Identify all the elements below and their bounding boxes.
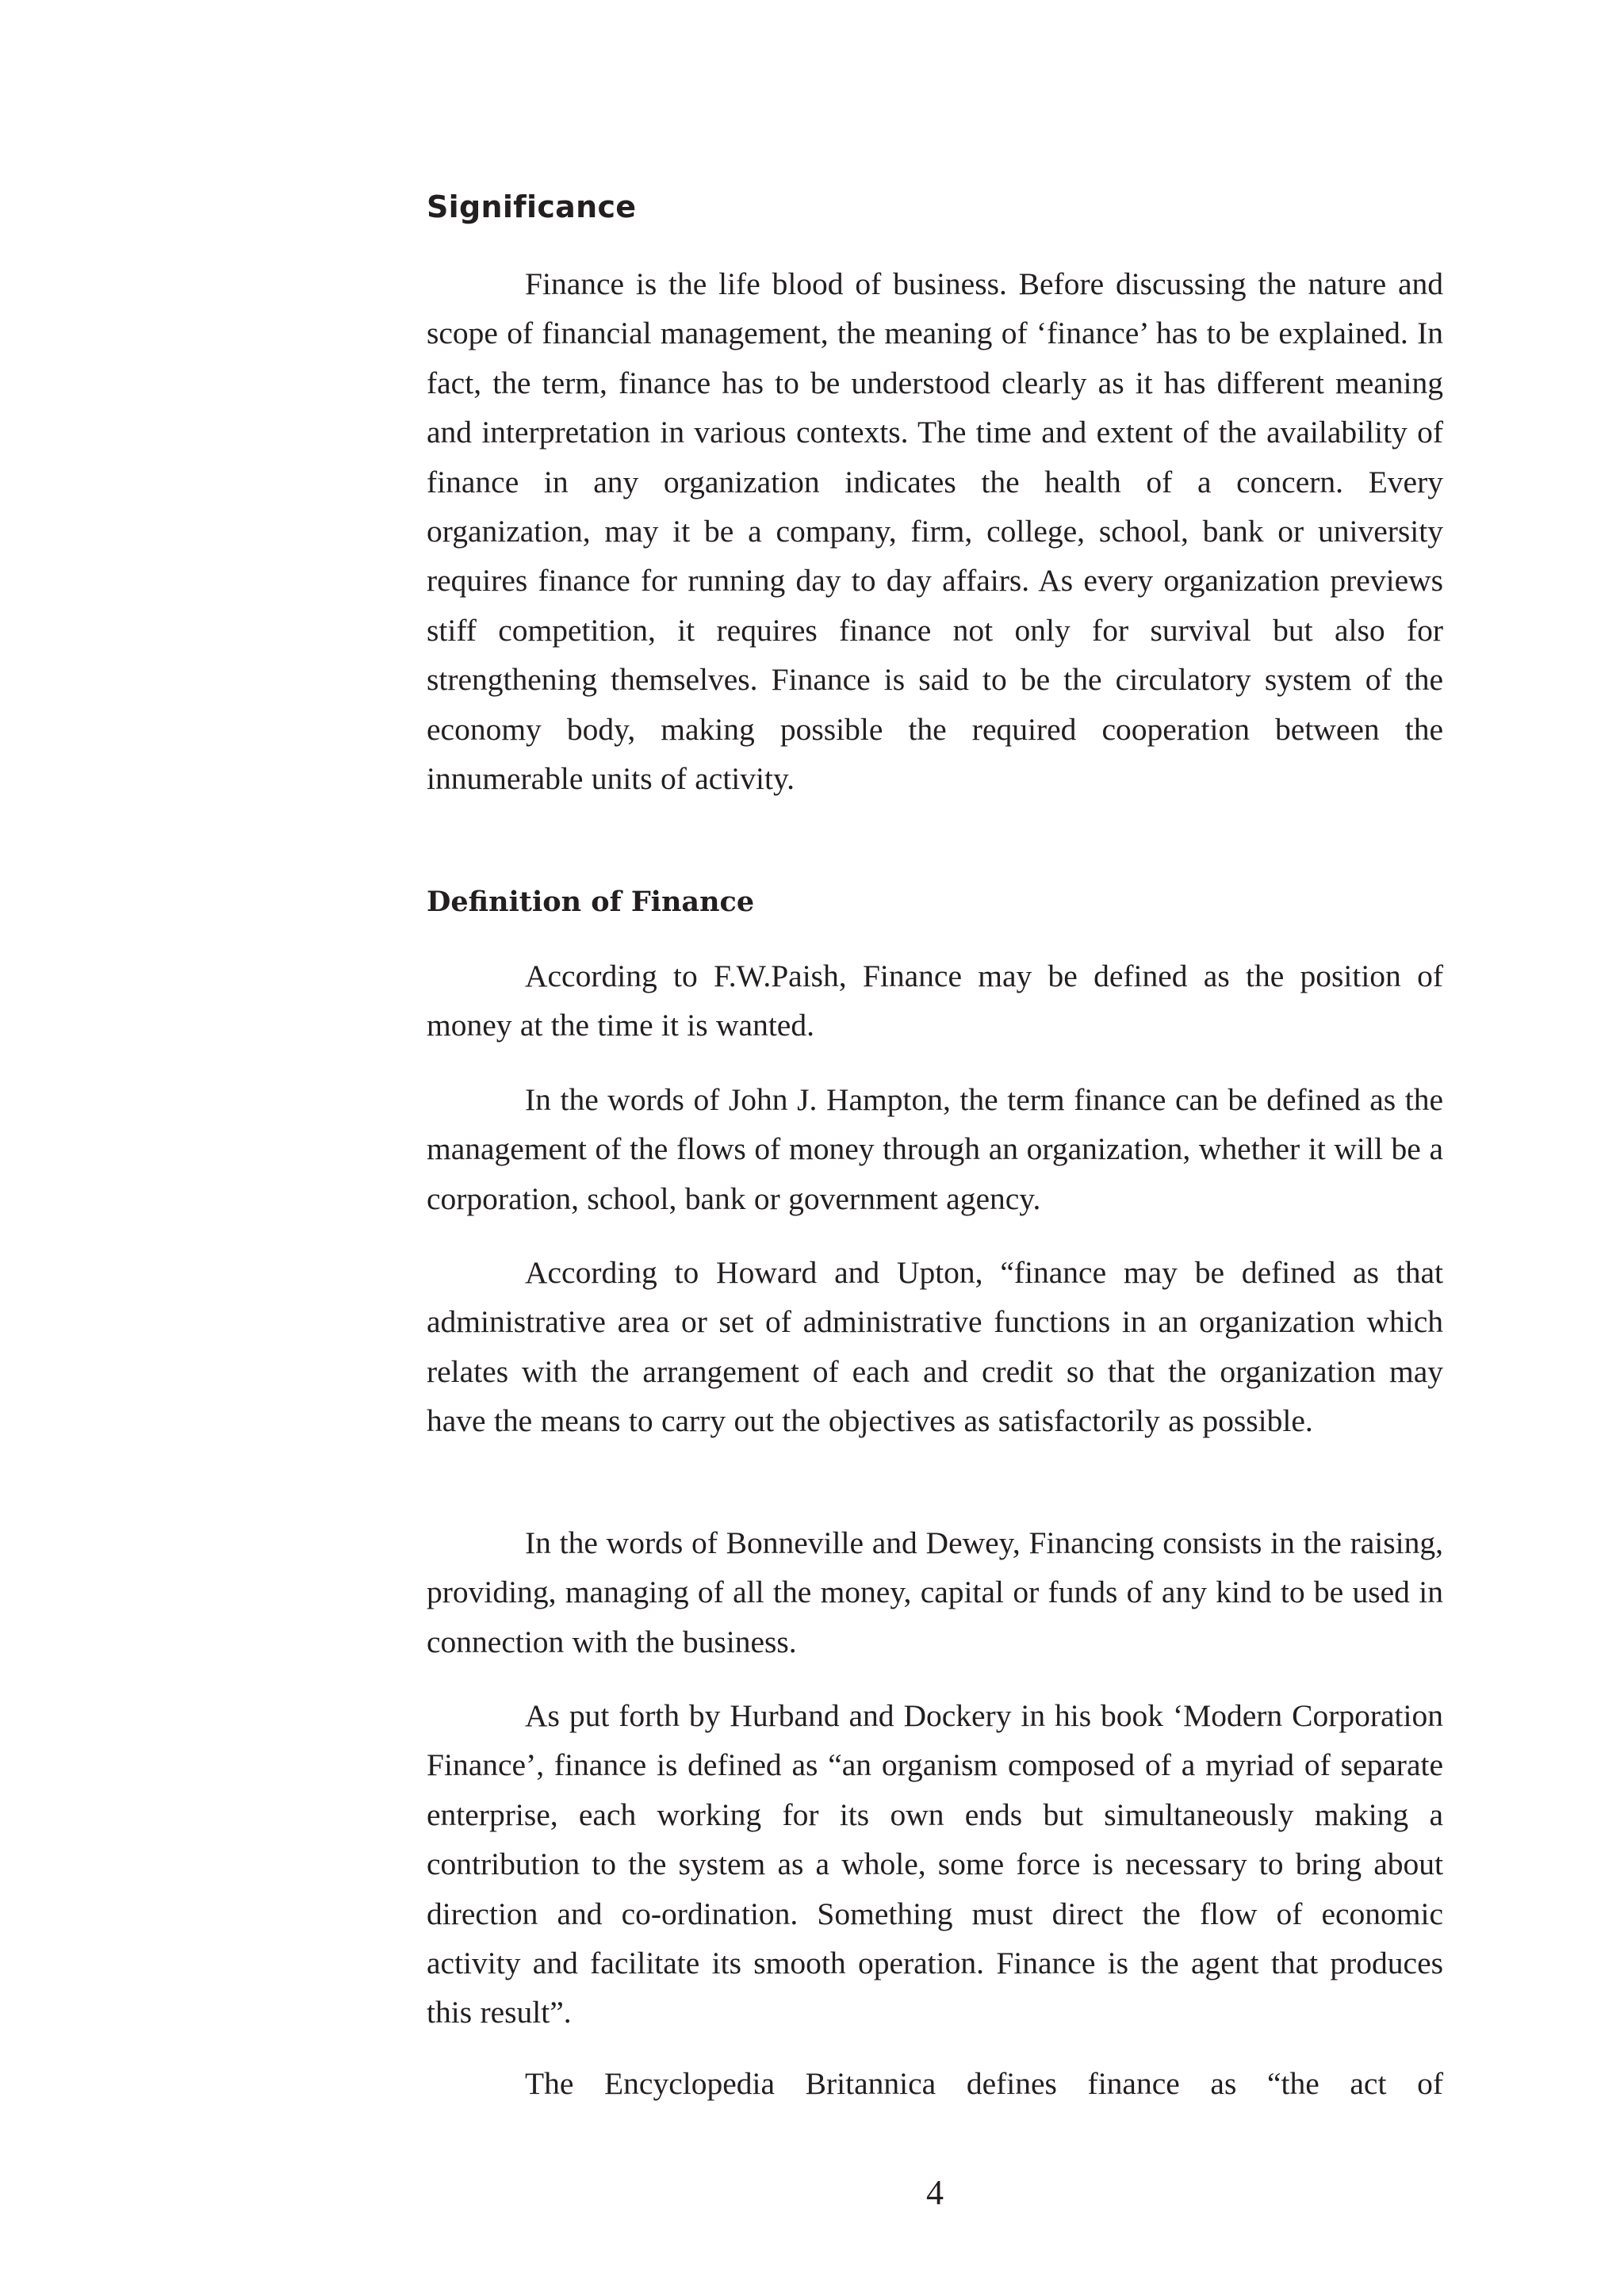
section-heading-definition-of-finance: Definition of Finance bbox=[427, 886, 755, 918]
definition-paish: According to F.W.Paish, Finance may be defined as the position of money at the time it is wanted. bbox=[427, 959, 1443, 1043]
definition-hampton: In the words of John J. Hampton, the term finance can be defined as the management of the flows of money through an organization, whether it will be a corporation, school, bank or government agency. bbox=[427, 1082, 1443, 1216]
section-heading-significance: Significance bbox=[427, 189, 637, 224]
page-number: 4 bbox=[926, 2173, 944, 2212]
definition-hurband-dockery: As put forth by Hurband and Dockery in his book ‘Modern Corporation Finance’, finance is defined as “an organism composed of a myriad of separate enterprise, each working for its own ends but simultaneously making a contribution to the system as a whole, some force is necessary to bring about direction and co-ordination. Something must direct the flow of economic activity and facilitate its smooth operation. Finance is the agent that produces this result”. bbox=[427, 1698, 1443, 2030]
definition-bonneville-dewey: In the words of Bonneville and Dewey, Financing consists in the raising, providing, managing of all the money, capital or funds of any kind to be used in connection with the business. bbox=[427, 1525, 1443, 1659]
definition-howard-upton: According to Howard and Upton, “finance may be defined as that administrative area or set of administrative functions in an organization which relates with the arrangement of each and credit so that the organization may have the means to carry out the objectives as satisfactorily as possible. bbox=[427, 1255, 1443, 1439]
definition-encyclopedia-britannica: The Encyclopedia Britannica defines finance as “the act of bbox=[525, 2066, 1443, 2101]
significance-paragraph: Finance is the life blood of business. Before discussing the nature and scope of financial management, the meaning of ‘finance’ has to be explained. In fact, the term, finance has to be understood clearly as it has different meaning and interpretation in various contexts. The time and extent of the availability of finance in any organization indicates the health of a concern. Every organization, may it be a company, firm, college, school, bank or university requires finance for running day to day affairs. As every organization previews stiff competition, it requires finance not only for survival but also for strengthening themselves. Finance is said to be the circulatory system of the economy body, making possible the required cooperation between the innumerable units of activity. bbox=[427, 266, 1443, 797]
document-page bbox=[427, 0, 1443, 2296]
